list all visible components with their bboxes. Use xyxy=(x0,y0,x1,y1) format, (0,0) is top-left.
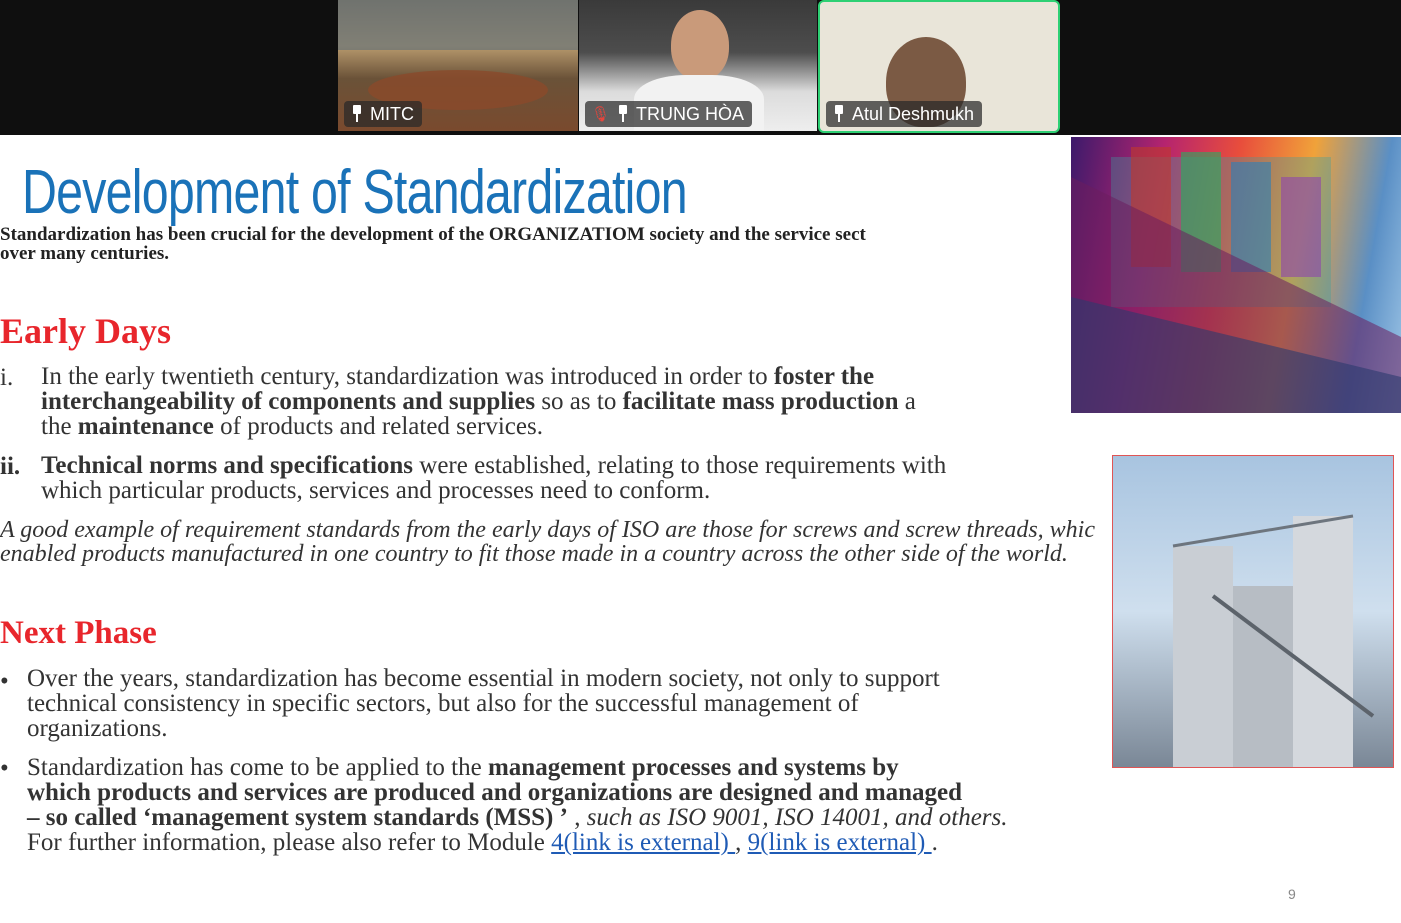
list-item xyxy=(41,364,916,439)
item-text: organizations. xyxy=(27,715,168,742)
item-text: so as to xyxy=(535,388,623,415)
video-tile-mitc[interactable] xyxy=(338,0,578,131)
intro-text xyxy=(0,225,1080,263)
item-text: . xyxy=(931,829,938,856)
bullet-icon: • xyxy=(0,668,9,695)
item-text: the xyxy=(41,413,78,440)
list-item xyxy=(27,666,940,741)
item-text: were established, relating to those requirements with xyxy=(413,452,947,479)
video-tile-atul-deshmukh[interactable] xyxy=(818,0,1060,133)
item-text: For further information, please also refer to Module xyxy=(27,829,552,856)
item-text: which particular products, services and processes need to conform. xyxy=(41,477,711,504)
item-text: , xyxy=(567,804,587,831)
participant-label xyxy=(344,101,422,127)
item-text: a xyxy=(898,388,916,415)
example-line: A good example of requirement standards from the early days of ISO are those for screws and screw threads, whic xyxy=(0,518,1095,542)
section-heading-next-phase: Next Phase xyxy=(0,615,157,651)
item-emphasis: foster the xyxy=(773,363,875,390)
mic-off-icon: 🎙 xyxy=(591,106,611,123)
list-marker: ii. xyxy=(0,453,21,480)
pin-icon[interactable] xyxy=(832,105,846,123)
item-emphasis: – so called ‘management system standards (MSS) ’ xyxy=(27,804,568,831)
participant-name: MITC xyxy=(370,103,414,124)
example-text xyxy=(0,518,1115,566)
list-item xyxy=(27,755,1008,855)
item-emphasis: facilitate mass production xyxy=(622,388,899,415)
participant-label xyxy=(826,101,982,127)
item-text: , xyxy=(735,829,748,856)
item-text: Over the years, standardization has become essential in modern society, not only to support xyxy=(27,665,940,692)
module-4-link[interactable]: 4(link is external) xyxy=(551,829,736,856)
bullet-icon: • xyxy=(0,755,9,782)
participant-label xyxy=(585,101,752,127)
item-emphasis: which products and services are produced and organizations are designed and managed xyxy=(27,779,963,806)
page-number: 9 xyxy=(1288,886,1296,902)
cargo-ship-image xyxy=(1071,137,1401,413)
module-9-link[interactable]: 9(link is external) xyxy=(747,829,932,856)
list-marker: i. xyxy=(0,364,14,391)
item-text: of products and related services. xyxy=(213,413,543,440)
industrial-silos-image xyxy=(1112,455,1394,768)
intro-line: Standardization has been crucial for the development of the ORGANIZATIOM society and the service sect xyxy=(0,225,866,244)
intro-line: over many centuries. xyxy=(0,243,170,264)
example-line: enabled products manufactured in one country to fit those made in a country across the other side of the world. xyxy=(0,541,1068,567)
item-emphasis: interchangeability of components and supplies xyxy=(41,388,536,415)
participant-name: TRUNG HÒA xyxy=(636,103,745,124)
section-heading-early-days: Early Days xyxy=(0,311,171,351)
slide-title: Development of Standardization xyxy=(22,158,687,227)
item-text: In the early twentieth century, standardization was introduced in order to xyxy=(41,363,774,390)
item-emphasis: maintenance xyxy=(77,413,214,440)
participant-name: Atul Deshmukh xyxy=(852,103,975,124)
item-emphasis: Technical norms and specifications xyxy=(41,452,414,479)
item-italic: such as ISO 9001, ISO 14001, and others. xyxy=(586,804,1008,831)
video-strip xyxy=(0,0,1401,135)
video-tile-trung-hoa[interactable] xyxy=(579,0,817,131)
pin-icon[interactable] xyxy=(616,105,630,123)
item-text: technical consistency in specific sectors, but also for the successful management of xyxy=(27,690,859,717)
item-text: Standardization has come to be applied to the xyxy=(27,754,488,781)
pin-icon[interactable] xyxy=(350,105,364,123)
item-emphasis: management processes and systems by xyxy=(487,754,899,781)
presentation-slide xyxy=(0,135,1401,923)
list-item xyxy=(41,453,946,503)
